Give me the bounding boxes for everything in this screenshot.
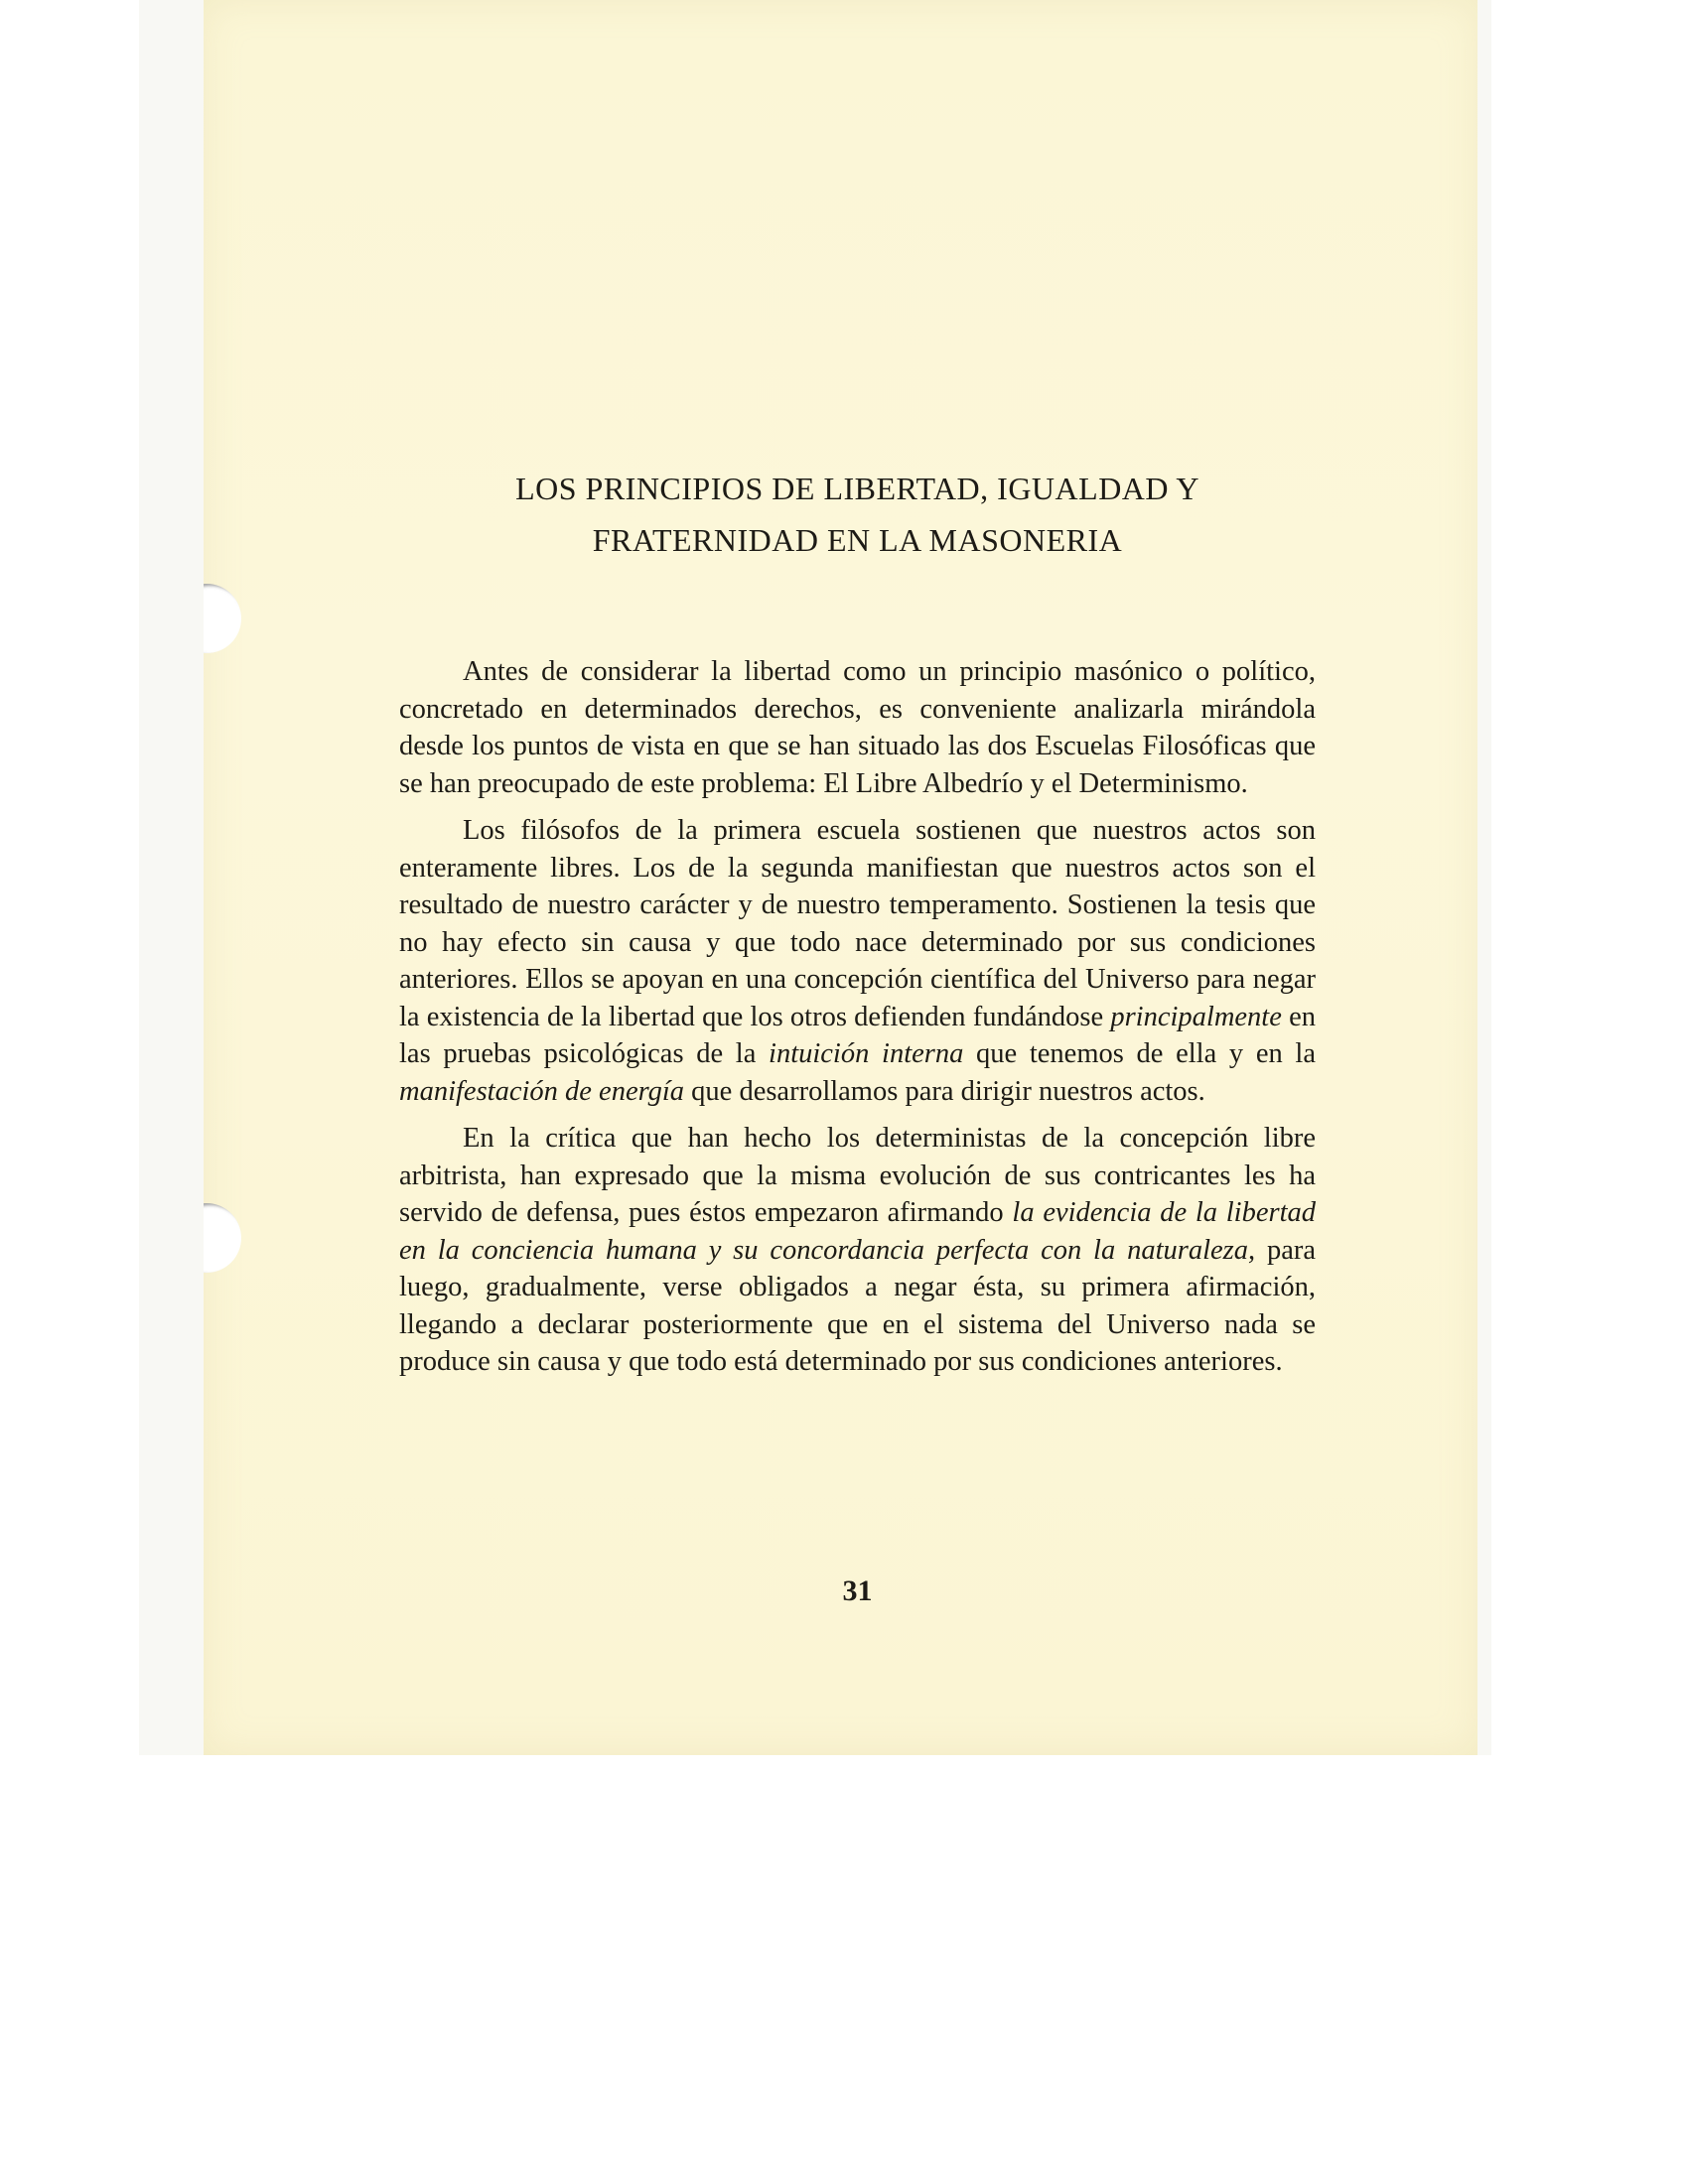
page-content — [399, 463, 1316, 1607]
body-text — [399, 653, 1316, 1381]
book-page — [204, 0, 1477, 1755]
paragraph-2-text-b: en las pruebas psicológicas de la — [399, 1001, 1316, 1069]
paragraph-3-text-a: En la crítica que han hecho los deterministas de la concepción libre arbitrista, han expresado que la misma evolución de sus contricantes les ha servido de defensa, pues éstos empezaron afirmando — [399, 1123, 1316, 1228]
paragraph-1-text: Antes de considerar la libertad como un principio masónico o político, concretado en determinados derechos, es conveniente analizarla mirándola desde los puntos de vista en que se han situado las dos Escuelas Filosóficas que se han preocupado de este problema: El Libre Albedrío y el Determinismo. — [399, 656, 1316, 799]
chapter-title-line-1: LOS PRINCIPIOS DE LIBERTAD, IGUALDAD Y — [515, 471, 1199, 506]
paragraph-2 — [399, 812, 1316, 1110]
paragraph-2-italic-b: intuición interna — [769, 1038, 964, 1069]
paragraph-2-text-d: que desarrollamos para dirigir nuestros actos. — [684, 1075, 1205, 1107]
chapter-title-line-2: FRATERNIDAD EN LA MASONERIA — [592, 522, 1123, 558]
paragraph-2-text-c: que tenemos de ella y en la — [963, 1038, 1316, 1069]
paragraph-1 — [399, 653, 1316, 802]
paragraph-2-italic-a: principalmente — [1110, 1001, 1282, 1032]
paragraph-2-text-a: Los filósofos de la primera escuela sostienen que nuestros actos son enteramente libres. Los de la segunda manifiestan que nuestros actos son el resultado de nuestro carácter y de nuestro temperamento. Sostienen la tesis que no hay efecto sin causa y que todo nace determinado por sus condiciones anteriores. Ellos se apoyan en una concepción científica del Universo para negar la existencia de la libertad que los otros defienden fundándose — [399, 815, 1316, 1032]
paragraph-2-italic-c: manifestación de energía — [399, 1075, 685, 1107]
page-number: 31 — [842, 1574, 873, 1607]
paragraph-3 — [399, 1120, 1316, 1381]
punch-hole-top — [204, 584, 241, 653]
chapter-title — [399, 463, 1316, 566]
punch-hole-bottom — [204, 1203, 241, 1273]
paragraph-3-text-b: para luego, gradualmente, verse obligados a negar ésta, su primera afirmación, llegando a declarar posteriormente que en el sistema del Universo nada se produce sin causa y que todo está determinado por sus condiciones anteriores. — [399, 1234, 1316, 1377]
paragraph-3-italic-a: la evidencia de la libertad en la conciencia humana y su concordancia perfecta con la naturaleza, — [399, 1197, 1316, 1266]
